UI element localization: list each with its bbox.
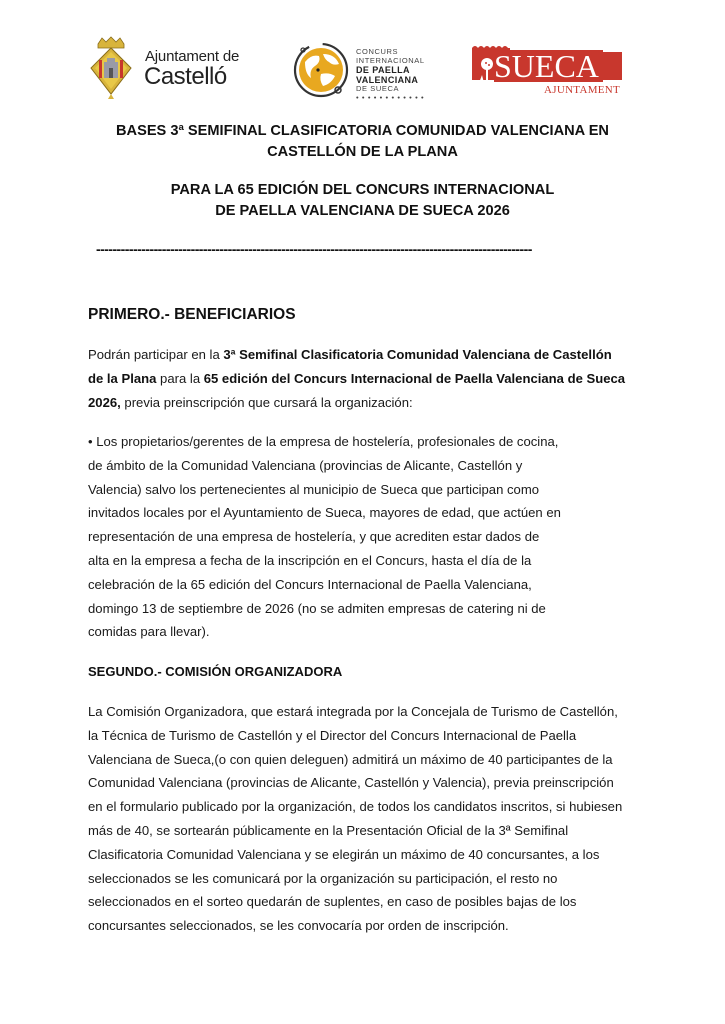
paragraph-line: de ámbito de la Comunidad Valenciana (provincias de Alicante, Castellón y (88, 457, 523, 473)
paragraph-line: Valencia) salvo los pertenecientes al municipio de Sueca que participan como (88, 481, 540, 497)
paragraph-line (88, 391, 648, 415)
sueca-logo-name: SUECA (494, 50, 603, 82)
subtitle-line: PARA LA 65 EDICIÓN DEL CONCURS INTERNACIONAL (170, 182, 555, 198)
paragraph-line: más de 40, se sortearán públicamente en la Presentación Oficial de la 3ª Semifinal (88, 822, 569, 838)
title-line: BASES 3ª SEMIFINAL CLASIFICATORIA COMUNIDAD VALENCIANA EN (116, 123, 609, 139)
paragraph-line: domingo 13 de septiembre de 2026 (no se admiten empresas de catering ni de (88, 600, 546, 616)
paragraph-line: Comunidad Valenciana (provincias de Alicante, Castellón y Valencia), previa preinscripción (88, 775, 614, 791)
text-run: Podrán participar en la (88, 347, 224, 362)
paragraph-line: La Comisión Organizadora, que estará integrada por la Concejala de Turismo de Castellón, (88, 704, 618, 719)
paragraph-line: invitados locales por el Ayuntamiento de Sueca, mayores de edad, que actúen en (88, 505, 561, 521)
paragraph-line: comidas para llevar). (88, 624, 210, 640)
bold-run: 65 edición del Concurs Internacional de Paella Valenciana de Sueca (203, 370, 626, 386)
paragraph-line: la Técnica de Turismo de Castellón y el Director del Concurs Internacional de Paella (88, 727, 577, 743)
castello-logo-line1: Ajuntament de (145, 48, 240, 65)
paragraph-line (88, 367, 648, 391)
bold-run: de la Plana (88, 370, 157, 386)
castello-crest-icon (88, 36, 134, 100)
paragraph-line: concursantes seleccionados, se les convocaría por orden de inscripción. (88, 918, 509, 934)
globe-icon (291, 40, 351, 100)
paragraph-line: seleccionados en el sorteo quedarán de suplentes, en caso de posibles bajas de los (88, 894, 577, 910)
logo-ajuntament-castello (88, 36, 248, 100)
document-subtitle (60, 180, 665, 222)
concurs-logo-line2: INTERNACIONAL (356, 55, 425, 65)
section-heading-primero: PRIMERO.- BENEFICIARIOS (88, 306, 296, 323)
paragraph-line: en el formulario publicado por la organización, de todos los candidatos inscritos, si hubiesen (88, 799, 623, 815)
concurs-logo-line3: DE PAELLA (356, 65, 410, 75)
paragraph-line (88, 343, 648, 367)
section-heading-segundo: SEGUNDO.- COMISIÓN ORGANIZADORA (88, 664, 343, 679)
paragraph-line: representación de una empresa de hostelería, y que acrediten estar dados de (88, 529, 540, 545)
paragraph-line: • Los propietarios/gerentes de la empresa de hostelería, profesionales de cocina, (88, 434, 559, 449)
dashed-divider: ---------------------------------------------------------------------------------------------------------- (96, 241, 532, 257)
paragraph-line: seleccionados se les comunicará por la organización su participación, el resto no (88, 870, 558, 886)
concurs-logo-line4: VALENCIANA (356, 75, 419, 85)
logo-ajuntament-sueca (472, 44, 624, 100)
concurs-logo-line1: CONCURS (356, 47, 399, 56)
bold-run: 3ª Semifinal Clasificatoria Comunidad Valenciana de Castellón (223, 347, 612, 362)
beneficiarios-bullet-paragraph (88, 430, 588, 644)
paragraph-line: Clasificatoria Comunidad Valenciana y se elegirán un máximo de 40 concursantes, a los (88, 846, 600, 862)
text-run: para la (156, 370, 204, 386)
castello-logo-line2: Castelló (144, 63, 227, 90)
paragraph-line: alta en la empresa a fecha de la inscripción en el Concurs, hasta el día de la (88, 552, 532, 568)
title-line: CASTELLÓN DE LA PLANA (267, 144, 458, 160)
logo-header (0, 36, 725, 102)
text-run: previa preinscripción que cursará la organización: (120, 394, 413, 410)
concurs-logo-line5: DE SUECA (356, 84, 400, 93)
paragraph-line: celebración de la 65 edición del Concurs Internacional de Paella Valenciana, (88, 576, 532, 592)
document-title (60, 121, 665, 163)
sueca-tree-icon (478, 56, 494, 84)
concurs-logo-dots: • • • • • • • • • • • • (356, 92, 425, 102)
beneficiarios-intro-paragraph (88, 343, 648, 414)
bold-run: 2026, (88, 394, 121, 410)
subtitle-line: DE PAELLA VALENCIANA DE SUECA 2026 (215, 203, 510, 219)
logo-concurs-paella (291, 40, 431, 100)
comision-paragraph (88, 700, 648, 938)
paragraph-line: Valenciana de Sueca,(o con quien deleguen) admitirá un máximo de 40 participantes de la (88, 751, 613, 767)
sueca-logo-subtitle: AJUNTAMENT (544, 84, 621, 96)
